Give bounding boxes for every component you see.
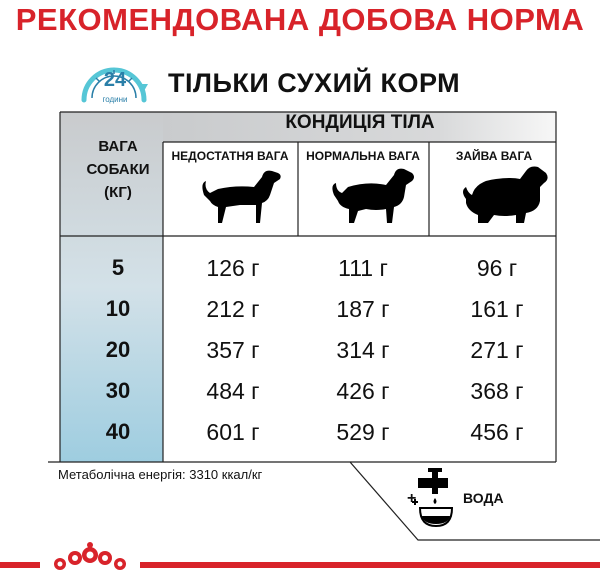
value-cell: 126 г xyxy=(206,255,260,281)
column-header-underweight: НЕДОСТАТНЯ ВАГА xyxy=(171,149,289,163)
dog-underweight-icon xyxy=(196,165,296,227)
column-header-normal: НОРМАЛЬНА ВАГА xyxy=(306,149,420,163)
weight-cell: 10 xyxy=(105,296,131,321)
water-label: ВОДА xyxy=(463,490,504,506)
value-cell: 96 г xyxy=(476,255,518,281)
dog-normal-icon xyxy=(326,165,426,227)
value-cell: 187 г xyxy=(336,296,390,322)
dog-overweight-icon xyxy=(456,165,556,227)
clock-caption: години xyxy=(102,95,128,104)
value-cell: 601 г xyxy=(206,419,260,445)
value-cell: 357 г xyxy=(206,337,260,363)
subtitle: ТІЛЬКИ СУХИЙ КОРМ xyxy=(168,68,461,98)
weight-header-line: СОБАКИ xyxy=(86,161,150,178)
value-cell: 368 г xyxy=(470,378,524,404)
weight-cell: 40 xyxy=(105,419,131,444)
weight-header-line: ВАГА xyxy=(98,138,138,155)
condition-header: КОНДИЦІЯ ТІЛА xyxy=(285,112,435,133)
value-cell: 426 г xyxy=(336,378,390,404)
value-cell: 161 г xyxy=(470,296,524,322)
value-cell: 314 г xyxy=(336,337,390,363)
weight-cell: 30 xyxy=(105,378,131,403)
royal-canin-crown-logo xyxy=(40,540,140,580)
value-cell: 271 г xyxy=(470,337,524,363)
water-plus: + xyxy=(407,490,417,507)
column-header-overweight: ЗАЙВА ВАГА xyxy=(455,149,533,163)
weight-header xyxy=(78,135,158,204)
value-cell: 111 г xyxy=(338,255,388,281)
value-cell: 456 г xyxy=(470,419,524,445)
page-title: РЕКОМЕНДОВАНА ДОБОВА НОРМА xyxy=(15,2,585,37)
clock-number: 24 xyxy=(103,69,127,91)
weight-cell: 5 xyxy=(111,255,125,280)
metabolic-energy: Метаболічна енергія: 3310 ккал/кг xyxy=(58,467,263,482)
value-cell: 212 г xyxy=(206,296,260,322)
value-cell: 529 г xyxy=(336,419,390,445)
value-cell: 484 г xyxy=(206,378,260,404)
weight-header-line: (КГ) xyxy=(104,184,132,201)
weight-cell: 20 xyxy=(105,337,131,362)
